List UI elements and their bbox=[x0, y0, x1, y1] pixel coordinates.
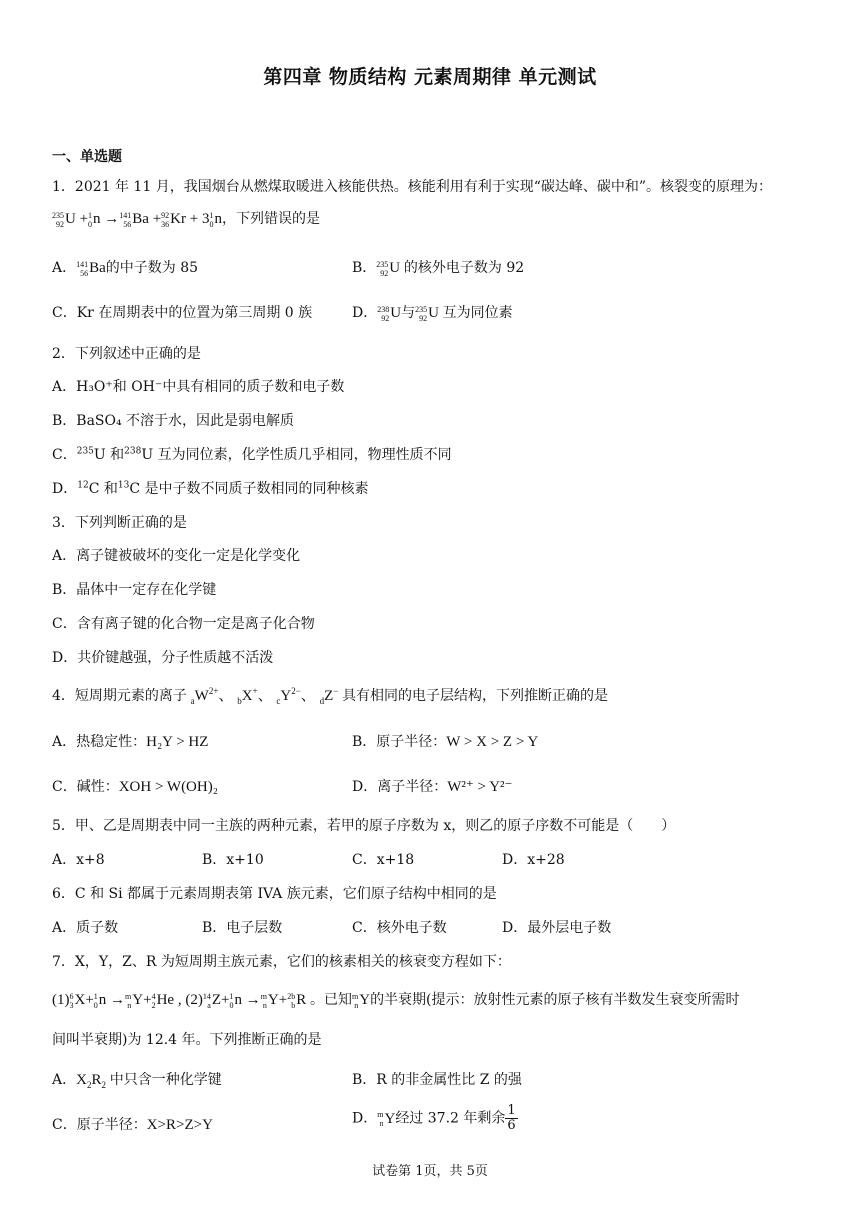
q7-equations: (1) 6 3 X+ 1 0 n → m n Y+ 4 2 He , (2) 14 a Z+ 1 0 n → m n Y+ 2b b R 。已知 m n Y的半衰期(提示：放射性元素的原子核有半数发生衰变所需时 bbox=[52, 991, 740, 1010]
q3-option-a: A．离子键被破坏的变化一定是化学变化 bbox=[52, 548, 301, 564]
q2-option-c: C．$^{235}$U 和$^{238}$U 互为同位素，化学性质几乎相同，物理性质不同 bbox=[52, 446, 452, 463]
q1-option-c: C．Kr 在周期表中的位置为第三周期 0 族 bbox=[52, 305, 313, 321]
q3-option-d: D．共价键越强，分子性质越不活泼 bbox=[52, 650, 274, 666]
section-heading: 一、单选题 bbox=[52, 149, 122, 165]
q1-option-b: B． 235 92 U 的核外电子数为 92 bbox=[352, 259, 525, 278]
q5-stem: 5．甲、乙是周期表中同一主族的两种元素，若甲的原子序数为 x，则乙的原子序数不可能是（ ） bbox=[52, 818, 676, 834]
q7-option-c: C．原子半径：X>R>Z>Y bbox=[52, 1117, 213, 1133]
q6-option-b: B．电子层数 bbox=[202, 920, 283, 936]
q7-option-b: B．R 的非金属性比 Z 的强 bbox=[352, 1072, 522, 1088]
q5-option-c: C．x+18 bbox=[352, 852, 415, 868]
q7-stem: 7．X，Y，Z、R 为短周期主族元素，它们的核素相关的核衰变方程如下： bbox=[52, 954, 511, 970]
q4-stem: 4．短周期元素的离子 $_aW^{2+}$、 $_b$X+、 $_cY^{2-}$、 $_d$Z− 具有相同的电子层结构，下列推断正确的是 bbox=[52, 686, 609, 706]
page-footer: 试卷第 1页，共 5页 bbox=[372, 1164, 488, 1179]
q2-option-b: B．BaSO₄ 不溶于水，因此是弱电解质 bbox=[52, 413, 295, 429]
q6-option-a: A．质子数 bbox=[52, 920, 119, 936]
q4-option-d: D．离子半径：W²⁺ > Y²⁻ bbox=[352, 779, 513, 795]
q6-option-c: C．核外电子数 bbox=[352, 920, 447, 936]
q6-option-d: D．最外层电子数 bbox=[502, 920, 612, 936]
q1-option-a: A． 141 56 Ba的中子数为 85 bbox=[52, 259, 199, 278]
q6-stem: 6．C 和 Si 都属于元素周期表第 IVA 族元素，它们原子结构中相同的是 bbox=[52, 886, 497, 902]
q7-option-a: A．$X_2R_2$ 中只含一种化学键 bbox=[52, 1072, 222, 1090]
page-title: 第四章 物质结构 元素周期律 单元测试 bbox=[263, 66, 597, 88]
q1-stem: 1．2021 年 11 月，我国烟台从燃煤取暖进入核能供热。核能利用有利于实现“碳达峰、碳中和”。核裂变的原理为： bbox=[52, 179, 773, 195]
q3-option-c: C．含有离子键的化合物一定是离子化合物 bbox=[52, 616, 315, 632]
q4-option-c: C．碱性：XOH > W(OH)₂ bbox=[52, 779, 218, 795]
q1-equation-tail: ，下列错误的是 bbox=[221, 211, 320, 227]
fraction: $\frac{1}{6}$ bbox=[507, 1103, 516, 1133]
q7-option-d: D． m n Y经过 37.2 年剩余 $\frac{1}{6}$ bbox=[352, 1103, 516, 1133]
q5-option-a: A．x+8 bbox=[52, 852, 105, 868]
q1-equation: 235 92 U + 1 0 n → 141 56 Ba + 92 36 Kr + 3 1 0 n，下列错误的是 bbox=[52, 210, 320, 229]
q2-stem: 2．下列叙述中正确的是 bbox=[52, 346, 201, 362]
q2-option-d: D．$^{12}$C 和$^{13}$C 是中子数不同质子数相同的同种核素 bbox=[52, 480, 369, 497]
q5-option-b: B．x+10 bbox=[202, 852, 264, 868]
q4-option-b: B．原子半径：W > X > Z > Y bbox=[352, 734, 539, 750]
q1-option-d: D． 238 92 U与 235 92 U 互为同位素 bbox=[352, 304, 513, 323]
q5-option-d: D．x+28 bbox=[502, 852, 565, 868]
q2-option-a: A．H₃O⁺和 OH⁻中具有相同的质子数和电子数 bbox=[52, 379, 345, 395]
q4-option-a: A．热稳定性：H₂Y > HZ bbox=[52, 734, 209, 750]
q3-stem: 3．下列判断正确的是 bbox=[52, 515, 187, 531]
q3-option-b: B．晶体中一定存在化学键 bbox=[52, 582, 217, 598]
q7-stem-line3: 间叫半衰期)为 12.4 年。下列推断正确的是 bbox=[52, 1032, 322, 1048]
